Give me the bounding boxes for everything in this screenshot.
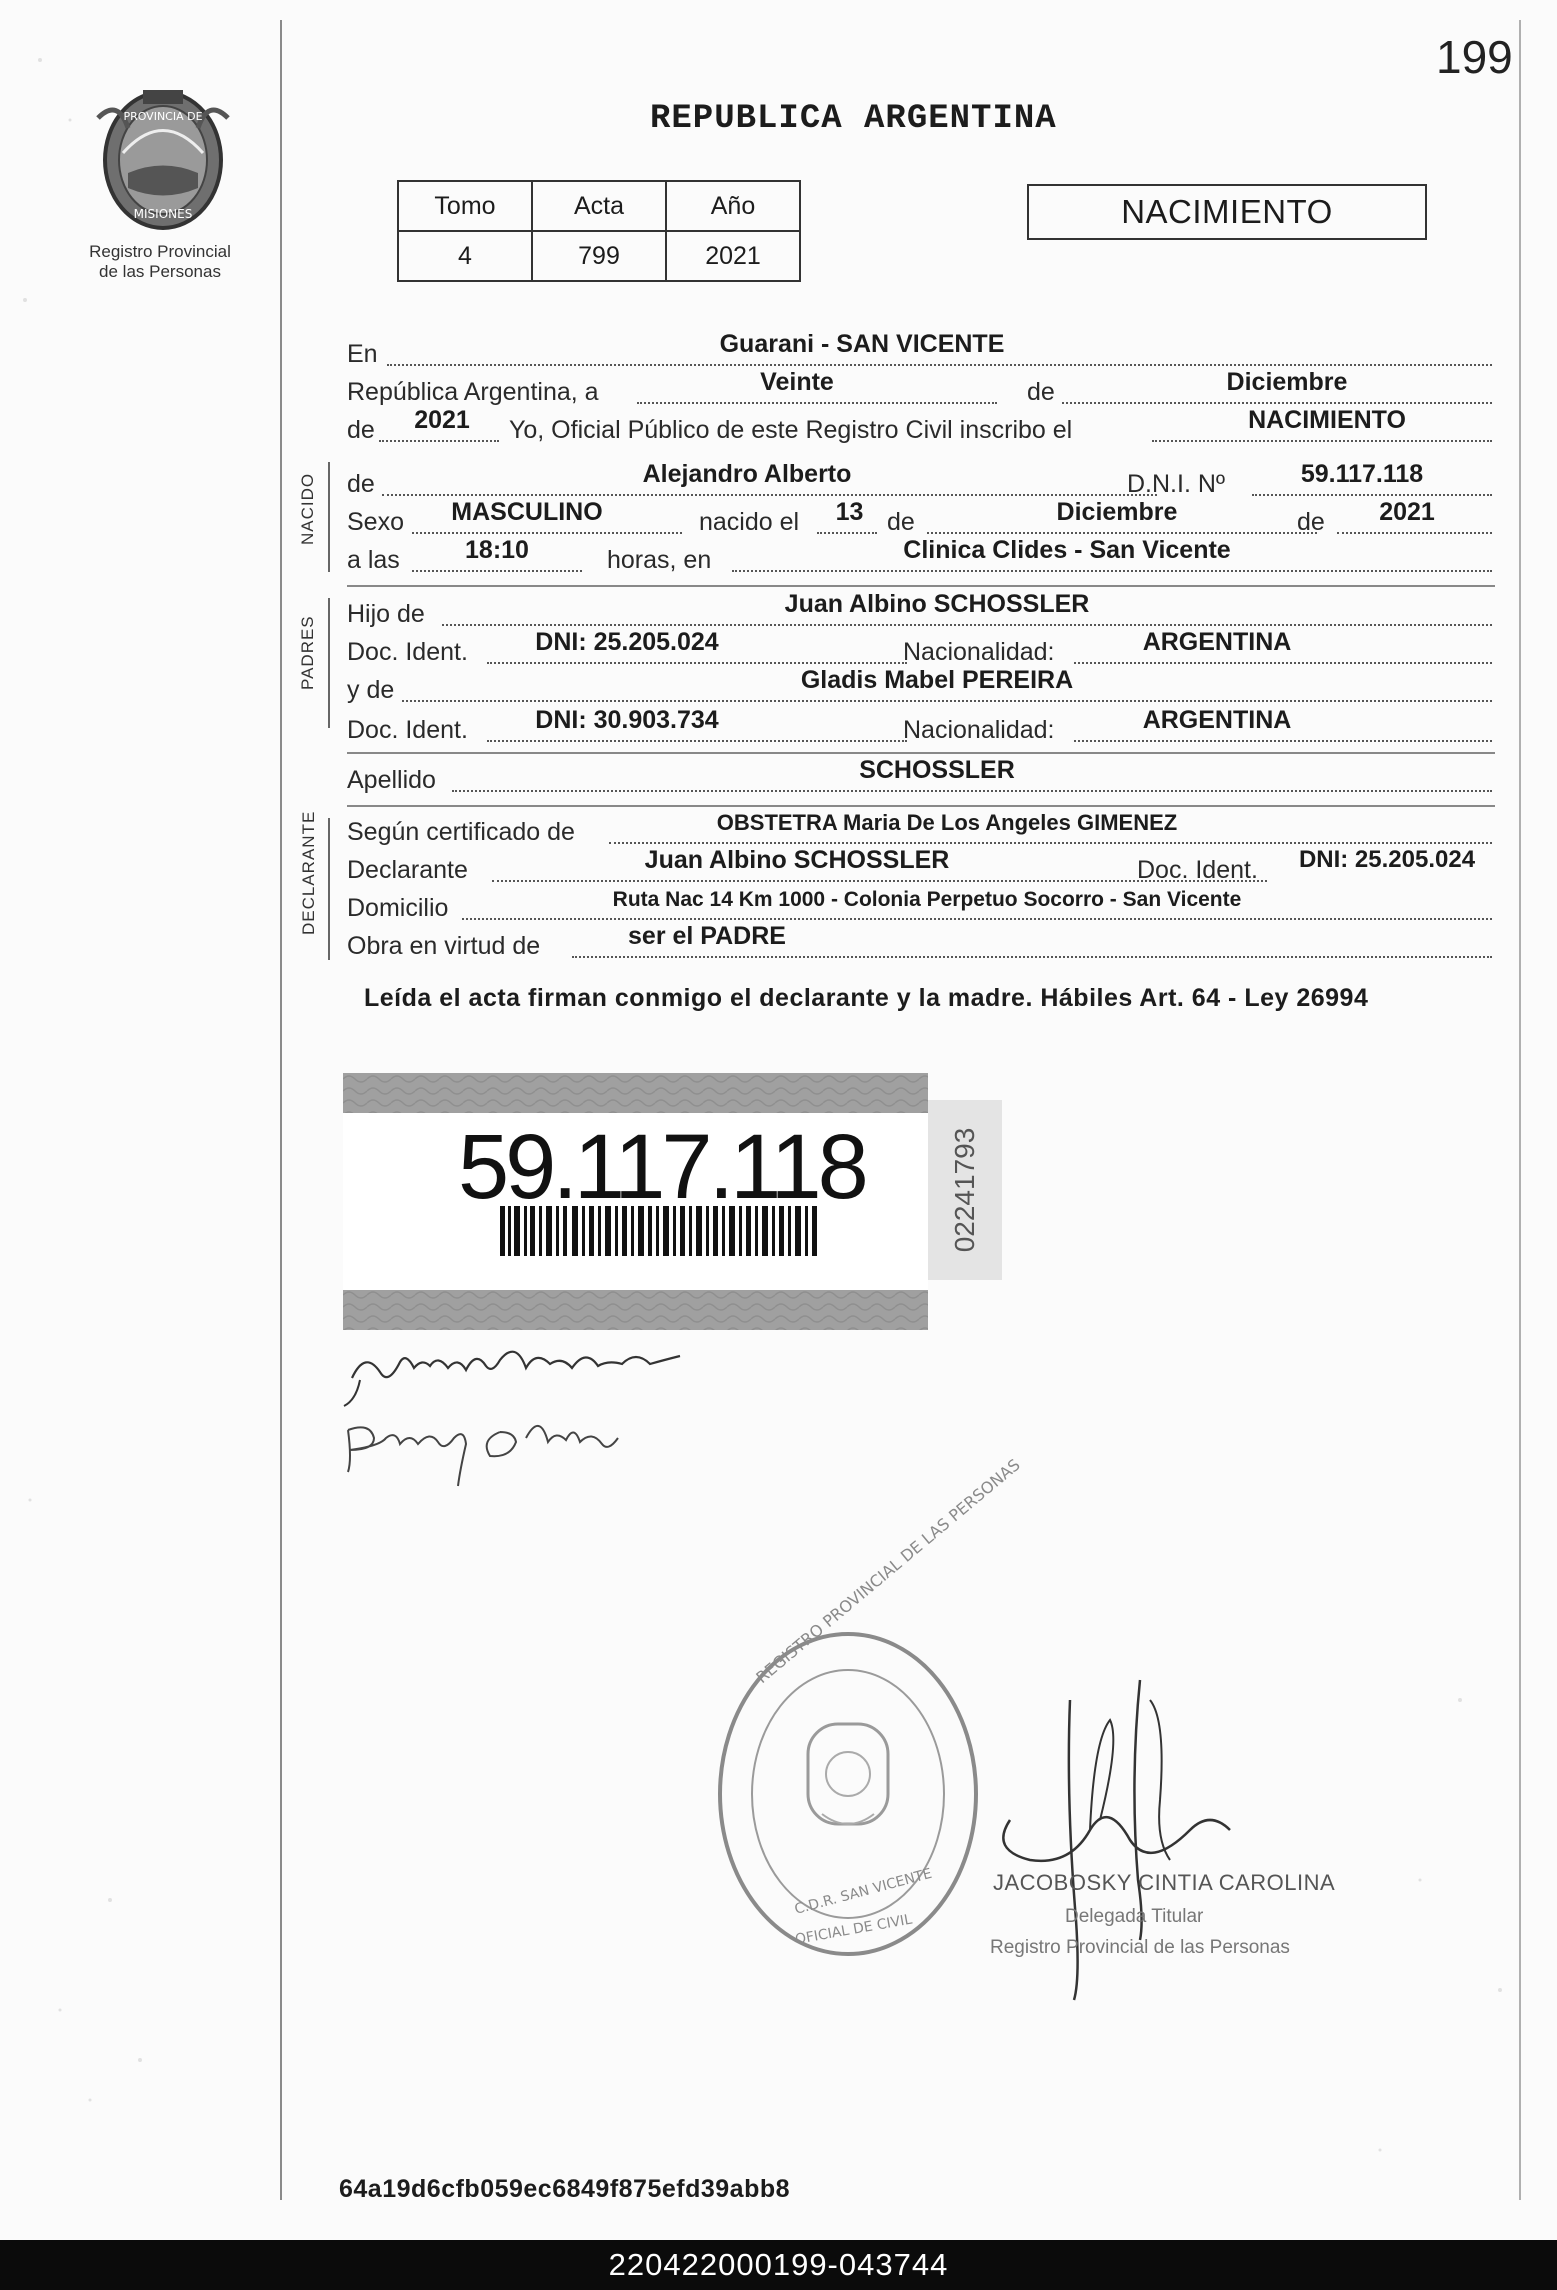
- row-surname: Apellido SCHOSSLER: [347, 756, 1492, 796]
- row-year: de 2021 Yo, Oficial Público de este Registro Civil inscribo el NACIMIENTO: [347, 406, 1492, 446]
- closing-note: Leída el acta firman conmigo el declarante y la madre. Hábiles Art. 64 - Ley 26994: [364, 984, 1369, 1012]
- official-org: Registro Provincial de las Personas: [990, 1937, 1290, 1958]
- svg-text:MISIONES: MISIONES: [133, 207, 193, 221]
- father-nationality: ARGENTINA: [1142, 628, 1292, 656]
- registration-day: Veinte: [760, 368, 834, 396]
- side-label-declarante: DECLARANTE: [299, 810, 318, 935]
- seal-outer-text: REGISTRO PROVINCIAL DE LAS PERSONAS: [752, 1455, 1024, 1688]
- row-declarant: Declarante Juan Albino SCHOSSLER Doc. Ident. DNI: 25.205.024: [347, 846, 1492, 886]
- serial-sticker: [920, 1100, 1010, 1280]
- declarant-name: Juan Albino SCHOSSLER: [644, 846, 950, 874]
- misiones-emblem-icon: [88, 78, 238, 238]
- row-date: República Argentina, a Veinte de Diciembre: [347, 368, 1492, 408]
- child-surname: SCHOSSLER: [859, 756, 1015, 784]
- row-name: de Alejandro Alberto D.N.I. Nº 59.117.118: [347, 460, 1492, 500]
- side-label-nacido: NACIDO: [298, 472, 317, 545]
- issuer-name: Registro Provincial de las Personas: [89, 242, 231, 281]
- document-hash: 64a19d6cfb059ec6849f875efd39abb8: [339, 2175, 791, 2203]
- father-name: Juan Albino SCHOSSLER: [784, 590, 1090, 618]
- row-mother: y de Gladis Mabel PEREIRA: [347, 666, 1492, 706]
- registration-month: Diciembre: [1226, 368, 1348, 396]
- footer-id-bar: 220422000199-043744: [0, 2240, 1557, 2290]
- row-certificate: Según certificado de OBSTETRA Maria De Los Angeles GIMENEZ: [347, 808, 1492, 848]
- mother-name: Gladis Mabel PEREIRA: [800, 666, 1074, 694]
- mother-nationality: ARGENTINA: [1142, 706, 1292, 734]
- seal-bottom-text: OFICIAL DE CIVIL: [793, 1911, 914, 1948]
- row-sex-birth: Sexo MASCULINO nacido el 13 de Diciembre de 2021: [347, 498, 1492, 538]
- side-label-padres: PADRES: [298, 615, 317, 690]
- seal-inner-text: C.D.R. SAN VICENTE: [792, 1865, 934, 1918]
- mother-doc: DNI: 30.903.734: [535, 706, 719, 734]
- row-mother-doc: Doc. Ident. DNI: 30.903.734 Nacionalidad: ARGENTINA: [347, 706, 1492, 746]
- child-sex: MASCULINO: [451, 498, 603, 526]
- ref-header-acta: Acta: [532, 181, 666, 231]
- father-doc: DNI: 25.205.024: [535, 628, 719, 656]
- page-number: 199: [1436, 31, 1513, 83]
- certificate-issuer: OBSTETRA Maria De Los Angeles GIMENEZ: [716, 810, 1178, 835]
- left-margin-line: [280, 20, 282, 2200]
- child-dni: 59.117.118: [1300, 460, 1424, 488]
- row-address: Domicilio Ruta Nac 14 Km 1000 - Colonia Perpetuo Socorro - San Vicente: [347, 884, 1492, 924]
- registration-place: Guarani - SAN VICENTE: [719, 330, 1005, 358]
- right-margin-line: [1519, 20, 1521, 2200]
- row-father-doc: Doc. Ident. DNI: 25.205.024 Nacionalidad: ARGENTINA: [347, 628, 1492, 668]
- record-type-box: NACIMIENTO: [1027, 184, 1427, 240]
- ref-value-acta: 799: [532, 231, 666, 281]
- declarant-doc: DNI: 25.205.024: [1298, 846, 1476, 873]
- row-capacity: Obra en virtud de ser el PADRE: [347, 922, 1492, 962]
- registry-seal: [712, 1455, 1024, 1964]
- ref-header-anio: Año: [666, 181, 800, 231]
- row-place: En Guarani - SAN VICENTE: [347, 330, 1492, 370]
- ref-value-tomo: 4: [398, 231, 532, 281]
- ref-value-anio: 2021: [666, 231, 800, 281]
- official-name: JACOBOSKY CINTIA CAROLINA: [993, 1870, 1336, 1895]
- signatures-parents: [340, 1320, 720, 1500]
- declarant-capacity: ser el PADRE: [628, 922, 786, 950]
- row-time-place: a las 18:10 horas, en Clinica Clides - San Vicente: [347, 536, 1492, 576]
- birth-place: Clinica Clides - San Vicente: [903, 536, 1231, 564]
- official-role: Delegada Titular: [1065, 1906, 1204, 1927]
- sticker-dni-number: 59.117.118: [458, 1116, 865, 1218]
- birth-month: Diciembre: [1056, 498, 1178, 526]
- birth-time: 18:10: [465, 536, 529, 564]
- dni-sticker: [343, 1073, 928, 1330]
- birth-day: 13: [835, 498, 864, 526]
- serial-number: 02241793: [949, 1127, 980, 1253]
- ref-header-tomo: Tomo: [398, 181, 532, 231]
- birth-year: 2021: [1379, 498, 1435, 526]
- declarant-address: Ruta Nac 14 Km 1000 - Colonia Perpetuo Socorro - San Vicente: [612, 888, 1242, 911]
- registration-act: NACIMIENTO: [1248, 406, 1406, 434]
- record-reference-table: [397, 180, 801, 282]
- child-name: Alejandro Alberto: [642, 460, 852, 488]
- svg-text:PROVINCIA DE: PROVINCIA DE: [123, 110, 203, 123]
- document-title: REPUBLICA ARGENTINA: [650, 100, 1057, 138]
- registration-year: 2021: [414, 406, 470, 434]
- row-father: Hijo de Juan Albino SCHOSSLER: [347, 590, 1492, 630]
